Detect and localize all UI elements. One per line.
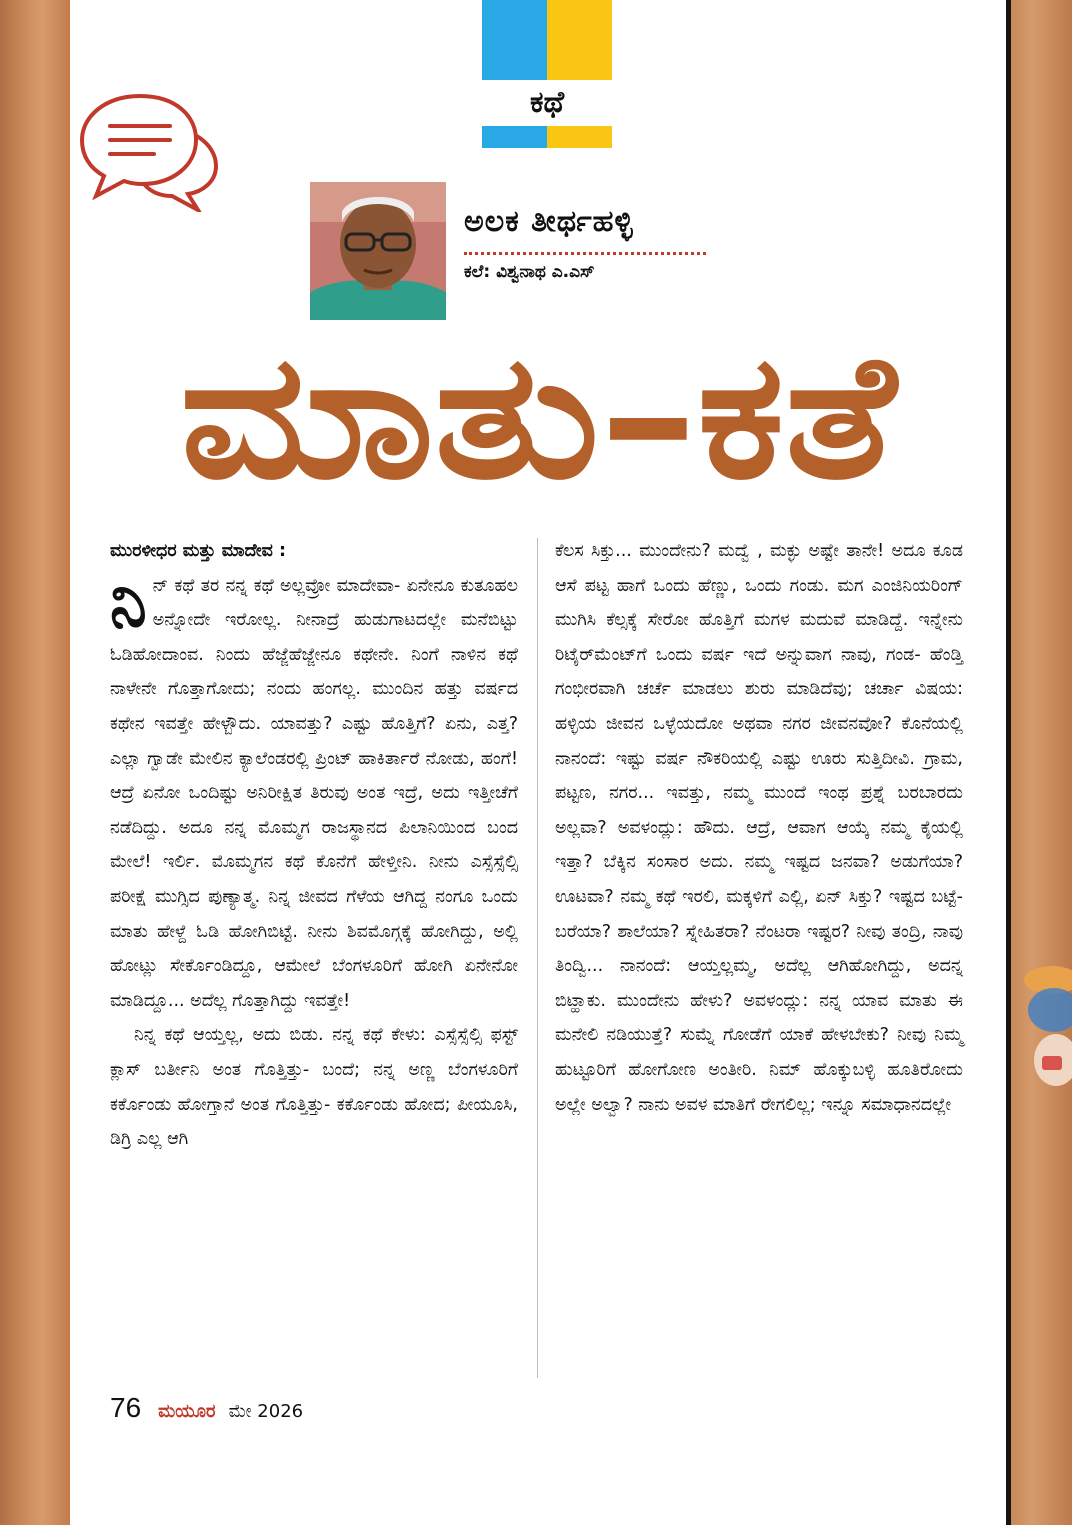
category-badge bbox=[482, 0, 612, 148]
drop-cap: ನಿ bbox=[110, 564, 147, 642]
paragraph: ನಿನ್ನ ಕಥೆ ಆಯ್ತಲ್ಲ, ಅದು ಬಿಡು. ನನ್ನ ಕಥೆ ಕೇಳು: ಎಸ್ಸೆಸ್ಸೆಲ್ಸಿ ಫಸ್ಟ್ ಕ್ಲಾಸ್ ಬರ್ತೀನಿ ಅಂತ ಗೊತ್ತಿತ್ತು- ಬಂದೆ; ನನ್ನ ಅಣ್ಣ ಬೆಂಗಳೂರಿಗೆ ಕರ್ಕೊಂಡು ಹೋಗ್ತಾನೆ ಅಂತ ಗೊತ್ತಿತ್ತು- ಕರ್ಕೊಂಡು ಹೋದ; ಪೀಯೂಸಿ, ಡಿಗ್ರಿ ಎಲ್ಲ ಆಗಿ bbox=[110, 1025, 518, 1150]
story-title bbox=[70, 318, 1006, 508]
page bbox=[70, 0, 1006, 1525]
column-divider bbox=[537, 538, 538, 1378]
illustration-fragment bbox=[1012, 960, 1072, 1100]
article-column-1 bbox=[110, 534, 518, 1157]
author-divider bbox=[464, 252, 706, 255]
chat-bubbles-icon bbox=[80, 88, 220, 212]
author-name: ಅಲಕ ತೀರ್ಥಹಳ್ಳಿ bbox=[464, 204, 634, 239]
page-number: 76 bbox=[110, 1392, 142, 1423]
page-footer bbox=[110, 1392, 303, 1424]
paragraph: ಕೆಲಸ ಸಿಕ್ತು... ಮುಂದೇನು? ಮದ್ವೆ , ಮಕ್ಳು ಅಷ್ಟೇ ತಾನೇ! ಅದೂ ಕೂಡ ಆಸೆ ಪಟ್ಟ ಹಾಗೆ ಒಂದು ಹೆಣ್ಣು, ಒಂದು ಗಂಡು. ಮಗ ಎಂಜಿನಿಯರಿಂಗ್ ಮುಗಿಸಿ ಕೆಲ್ಸಕ್ಕೆ ಸೇರೋ ಹೊತ್ತಿಗೆ ಮಗಳ ಮದುವೆ ಮಾಡಿದ್ದೆ. ಇನ್ನೇನು ರಿಟೈರ್‌ಮೆಂಟ್‌ಗೆ ಒಂದು ವರ್ಷ ಇದೆ ಅನ್ನುವಾಗ ನಾವು, ಗಂಡ- ಹೆಂಡ್ತಿ ಗಂಭೀರವಾಗಿ ಚರ್ಚೆ ಮಾಡಲು ಶುರು ಮಾಡಿದೆವು; ಚರ್ಚಾ ವಿಷಯ: ಹಳ್ಳಿಯ ಜೀವನ ಒಳ್ಳೆಯದೋ ಅಥವಾ ನಗರ ಜೀವನವೋ? ಕೊನೆಯಲ್ಲಿ ನಾನಂದೆ: ಇಷ್ಟು ವರ್ಷ ನೌಕರಿಯಲ್ಲಿ ಎಷ್ಟು ಊರು ಸುತ್ತಿದೀವಿ. ಗ್ರಾಮ, ಪಟ್ಟಣ, ನಗರ... ಇವತ್ತು, ನಮ್ಮ ಮುಂದೆ ಇಂಥ ಪ್ರಶ್ನೆ ಬರಬಾರದು ಅಲ್ಲವಾ? ಅವಳಂದ್ಲು: ಹೌದು. ಆದ್ರೆ, ಆವಾಗ ಆಯ್ಕೆ ನಮ್ಮ ಕೈಯಲ್ಲಿ ಇತ್ತಾ? ಬೆಕ್ಕಿನ ಸಂಸಾರ ಅದು. ನಮ್ಮ ಇಷ್ಟದ ಜನವಾ? ಅಡುಗೆಯಾ? ಊಟವಾ? ನಮ್ಮ ಕಥೆ ಇರಲಿ, ಮಕ್ಕಳಿಗೆ ಎಲ್ಲಿ, ಏನ್ ಸಿಕ್ತು? ಇಷ್ಟದ ಬಟ್ಟೆ- ಬರೆಯಾ? ಶಾಲೆಯಾ? ಸ್ನೇಹಿತರಾ? ನೆಂಟರಾ ಇಷ್ಟರ? ನೀವು ತಂದ್ರಿ, ನಾವು ತಿಂದ್ವಿ... ನಾನಂದೆ: ಆಯ್ತಲ್ಲಮ್ಮ, ಅದೆಲ್ಲ ಆಗಿಹೋಗಿದ್ದು, ಅದನ್ನ ಬಿಟ್ಹಾಕು. ಮುಂದೇನು ಹೇಳು? ಅವಳಂದ್ಲು: ನನ್ನ ಯಾವ ಮಾತು ಈ ಮನೇಲಿ ನಡಿಯುತ್ತೆ? ಸುಮ್ನೆ ಗೋಡೆಗೆ ಯಾಕೆ ಹೇಳಬೇಕು? ನೀವು ನಿಮ್ಮ ಹುಟ್ಟೂರಿಗೆ ಹೋಗೋಣ ಅಂತೀರಿ. ನಿಮ್ ಹೊಕ್ಕುಬಳ್ಳಿ ಹೂತಿರೋದು ಅಲ್ಲೇ ಅಲ್ವಾ? ನಾನು ಅವಳ ಮಾತಿಗೆ ರೇಗಲಿಲ್ಲ; ಇನ್ನೂ ಸಮಾಧಾನದಲ್ಲೇ bbox=[555, 541, 963, 1115]
paragraph bbox=[110, 564, 518, 1019]
category-label: ಕಥೆ bbox=[529, 85, 565, 120]
issue-date: ಮೇ 2026 bbox=[228, 1401, 304, 1422]
left-art-border bbox=[0, 0, 70, 1525]
right-art-border bbox=[1006, 0, 1072, 1525]
section-subhead: ಮುರಳೀಧರ ಮತ್ತು ಮಾದೇವ : bbox=[110, 541, 286, 561]
article-column-2 bbox=[555, 534, 963, 1122]
magazine-name: ಮಯೂರ bbox=[158, 1401, 216, 1422]
art-credit: ಕಲೆ: ವಿಶ್ವನಾಥ ಎ.ಎಸ್‌ bbox=[464, 262, 595, 282]
story-title-text: ಮಾತು–ಕತೆ bbox=[180, 318, 900, 508]
author-photo bbox=[310, 182, 446, 320]
paragraph-text: ನ್ ಕಥೆ ತರ ನನ್ನ ಕಥೆ ಅಲ್ಲವ್ರೋ ಮಾದೇವಾ- ಏನೇನೂ ಕುತೂಹಲ ಅನ್ನೋದೇ ಇರೋಲ್ಲ. ನೀನಾದ್ರೆ ಹುಡುಗಾಟದಲ್ಲೇ ಮನೆಬಿಟ್ಟು ಓಡಿಹೋದಾಂವ. ನಿಂದು ಹೆಜ್ಜೆಹೆಜ್ಜೇನೂ ಕಥೇನೇ. ನಿಂಗೆ ನಾಳಿನ ಕಥೆ ನಾಳೇನೇ ಗೊತ್ತಾಗೋದು; ನಂದು ಹಂಗಲ್ಲ. ಮುಂದಿನ ಹತ್ತು ವರ್ಷದ ಕಥೇನ ಇವತ್ತೇ ಹೇಳ್ಬೌದು. ಯಾವತ್ತು? ಎಷ್ಟು ಹೊತ್ತಿಗೆ? ಏನು, ಎತ್ತ? ಎಲ್ಲಾ ಗ್ವಾಡೇ ಮೇಲಿನ ಕ್ಯಾಲೆಂಡರಲ್ಲಿ ಪ್ರಿಂಟ್ ಹಾಕಿರ್ತಾರೆ ನೋಡು, ಹಂಗೆ! ಆದ್ರೆ ಏನೋ ಒಂದಿಷ್ಟು ಅನಿರೀಕ್ಷಿತ ತಿರುವು ಅಂತ ಇದ್ರೆ, ಅದು ಇತ್ತೀಚೆಗೆ ನಡೆದಿದ್ದು. ಅದೂ ನನ್ನ ಮೊಮ್ಮಗ ರಾಜಸ್ಥಾನದ ಪಿಲಾನಿಯಿಂದ ಬಂದ ಮೇಲೆ! ಇರ್ಲಿ. ಮೊಮ್ಮಗನ ಕಥೆ ಕೊನೆಗೆ ಹೇಳ್ತೀನಿ. ನೀನು ಎಸ್ಸೆಸ್ಸೆಲ್ಸಿ ಪರೀಕ್ಷೆ ಮುಗ್ಸಿದ ಪುಣ್ಯಾತ್ಮ. ನಿನ್ನ ಜೀವದ ಗೆಳೆಯ ಆಗಿದ್ದ ನಂಗೂ ಒಂದು ಮಾತು ಹೇಳ್ದೆ ಓಡಿ ಹೋಗಿಬಿಟ್ಟೆ. ನೀನು ಶಿವಮೊಗ್ಗಕ್ಕೆ ಹೋಗಿದ್ದು, ಅಲ್ಲಿ ಹೋಟ್ಲು ಸೇರ್ಕೊಂಡಿದ್ದೂ, ಆಮೇಲೆ ಬೆಂಗಳೂರಿಗೆ ಹೋಗಿ ಏನೇನೋ ಮಾಡಿದ್ದೂ... ಅದೆಲ್ಲ ಗೊತ್ತಾಗಿದ್ದು ಇವತ್ತೇ! bbox=[110, 575, 518, 1011]
